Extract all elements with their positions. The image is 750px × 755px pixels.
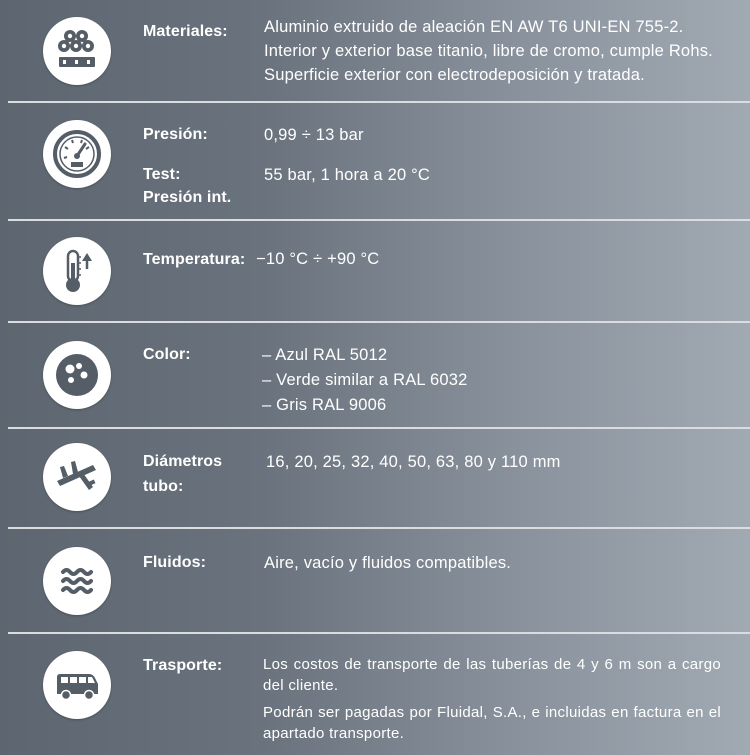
value-test: 55 bar, 1 hora a 20 °C bbox=[264, 166, 431, 184]
text-line: – Azul RAL 5012 bbox=[262, 346, 388, 364]
paragraph-trasporte-1: Los costos de transporte de las tuberías de 4 y 6 m son a cargo del cliente. bbox=[263, 656, 721, 694]
text-line: – Verde similar a RAL 6032 bbox=[262, 371, 468, 389]
value-temperatura: −10 °C ÷ +90 °C bbox=[256, 250, 380, 268]
label-test bbox=[143, 163, 231, 209]
separator bbox=[8, 321, 750, 323]
waves-icon bbox=[43, 547, 111, 615]
label-presion: Presión: bbox=[143, 126, 208, 143]
value-presion: 0,99 ÷ 13 bar bbox=[264, 126, 364, 144]
separator bbox=[8, 219, 750, 221]
paragraph-trasporte-2: Podrán ser pagadas por Fluidal, S.A., e incluidas en factura en el apartado transporte. bbox=[263, 704, 721, 742]
text-line: Interior y exterior base titanio, libre de cromo, cumple Rohs. bbox=[264, 42, 713, 60]
van-icon bbox=[43, 651, 111, 719]
label-fluidos: Fluidos: bbox=[143, 554, 207, 571]
label-line: Test: bbox=[143, 166, 181, 183]
thermometer-icon bbox=[43, 237, 111, 305]
label-line: Diámetros bbox=[143, 453, 223, 470]
label-color: Color: bbox=[143, 346, 191, 363]
separator bbox=[8, 632, 750, 634]
pressure-gauge-icon bbox=[43, 120, 111, 188]
caliper-icon bbox=[43, 443, 111, 511]
value-diametros: 16, 20, 25, 32, 40, 50, 63, 80 y 110 mm bbox=[266, 453, 561, 471]
separator bbox=[8, 527, 750, 529]
text-line: Aluminio extruido de aleación EN AW T6 UNI-EN 755-2. bbox=[264, 18, 684, 36]
label-trasporte: Trasporte: bbox=[143, 657, 223, 674]
label-line: Presión int. bbox=[143, 189, 232, 206]
text-line: – Gris RAL 9006 bbox=[262, 396, 387, 414]
metal-bars-icon bbox=[43, 17, 111, 85]
label-temperatura: Temperatura: bbox=[143, 251, 246, 268]
separator bbox=[8, 101, 750, 103]
color-ball-icon bbox=[43, 341, 111, 409]
label-diametros bbox=[143, 450, 222, 498]
separator bbox=[8, 427, 750, 429]
value-fluidos: Aire, vacío y fluidos compatibles. bbox=[264, 554, 512, 572]
label-materiales: Materiales: bbox=[143, 23, 228, 40]
value-color bbox=[262, 344, 467, 416]
text-line: Superficie exterior con electrodeposición y tratada. bbox=[264, 66, 645, 84]
value-materiales bbox=[264, 16, 713, 86]
label-line: tubo: bbox=[143, 478, 184, 495]
